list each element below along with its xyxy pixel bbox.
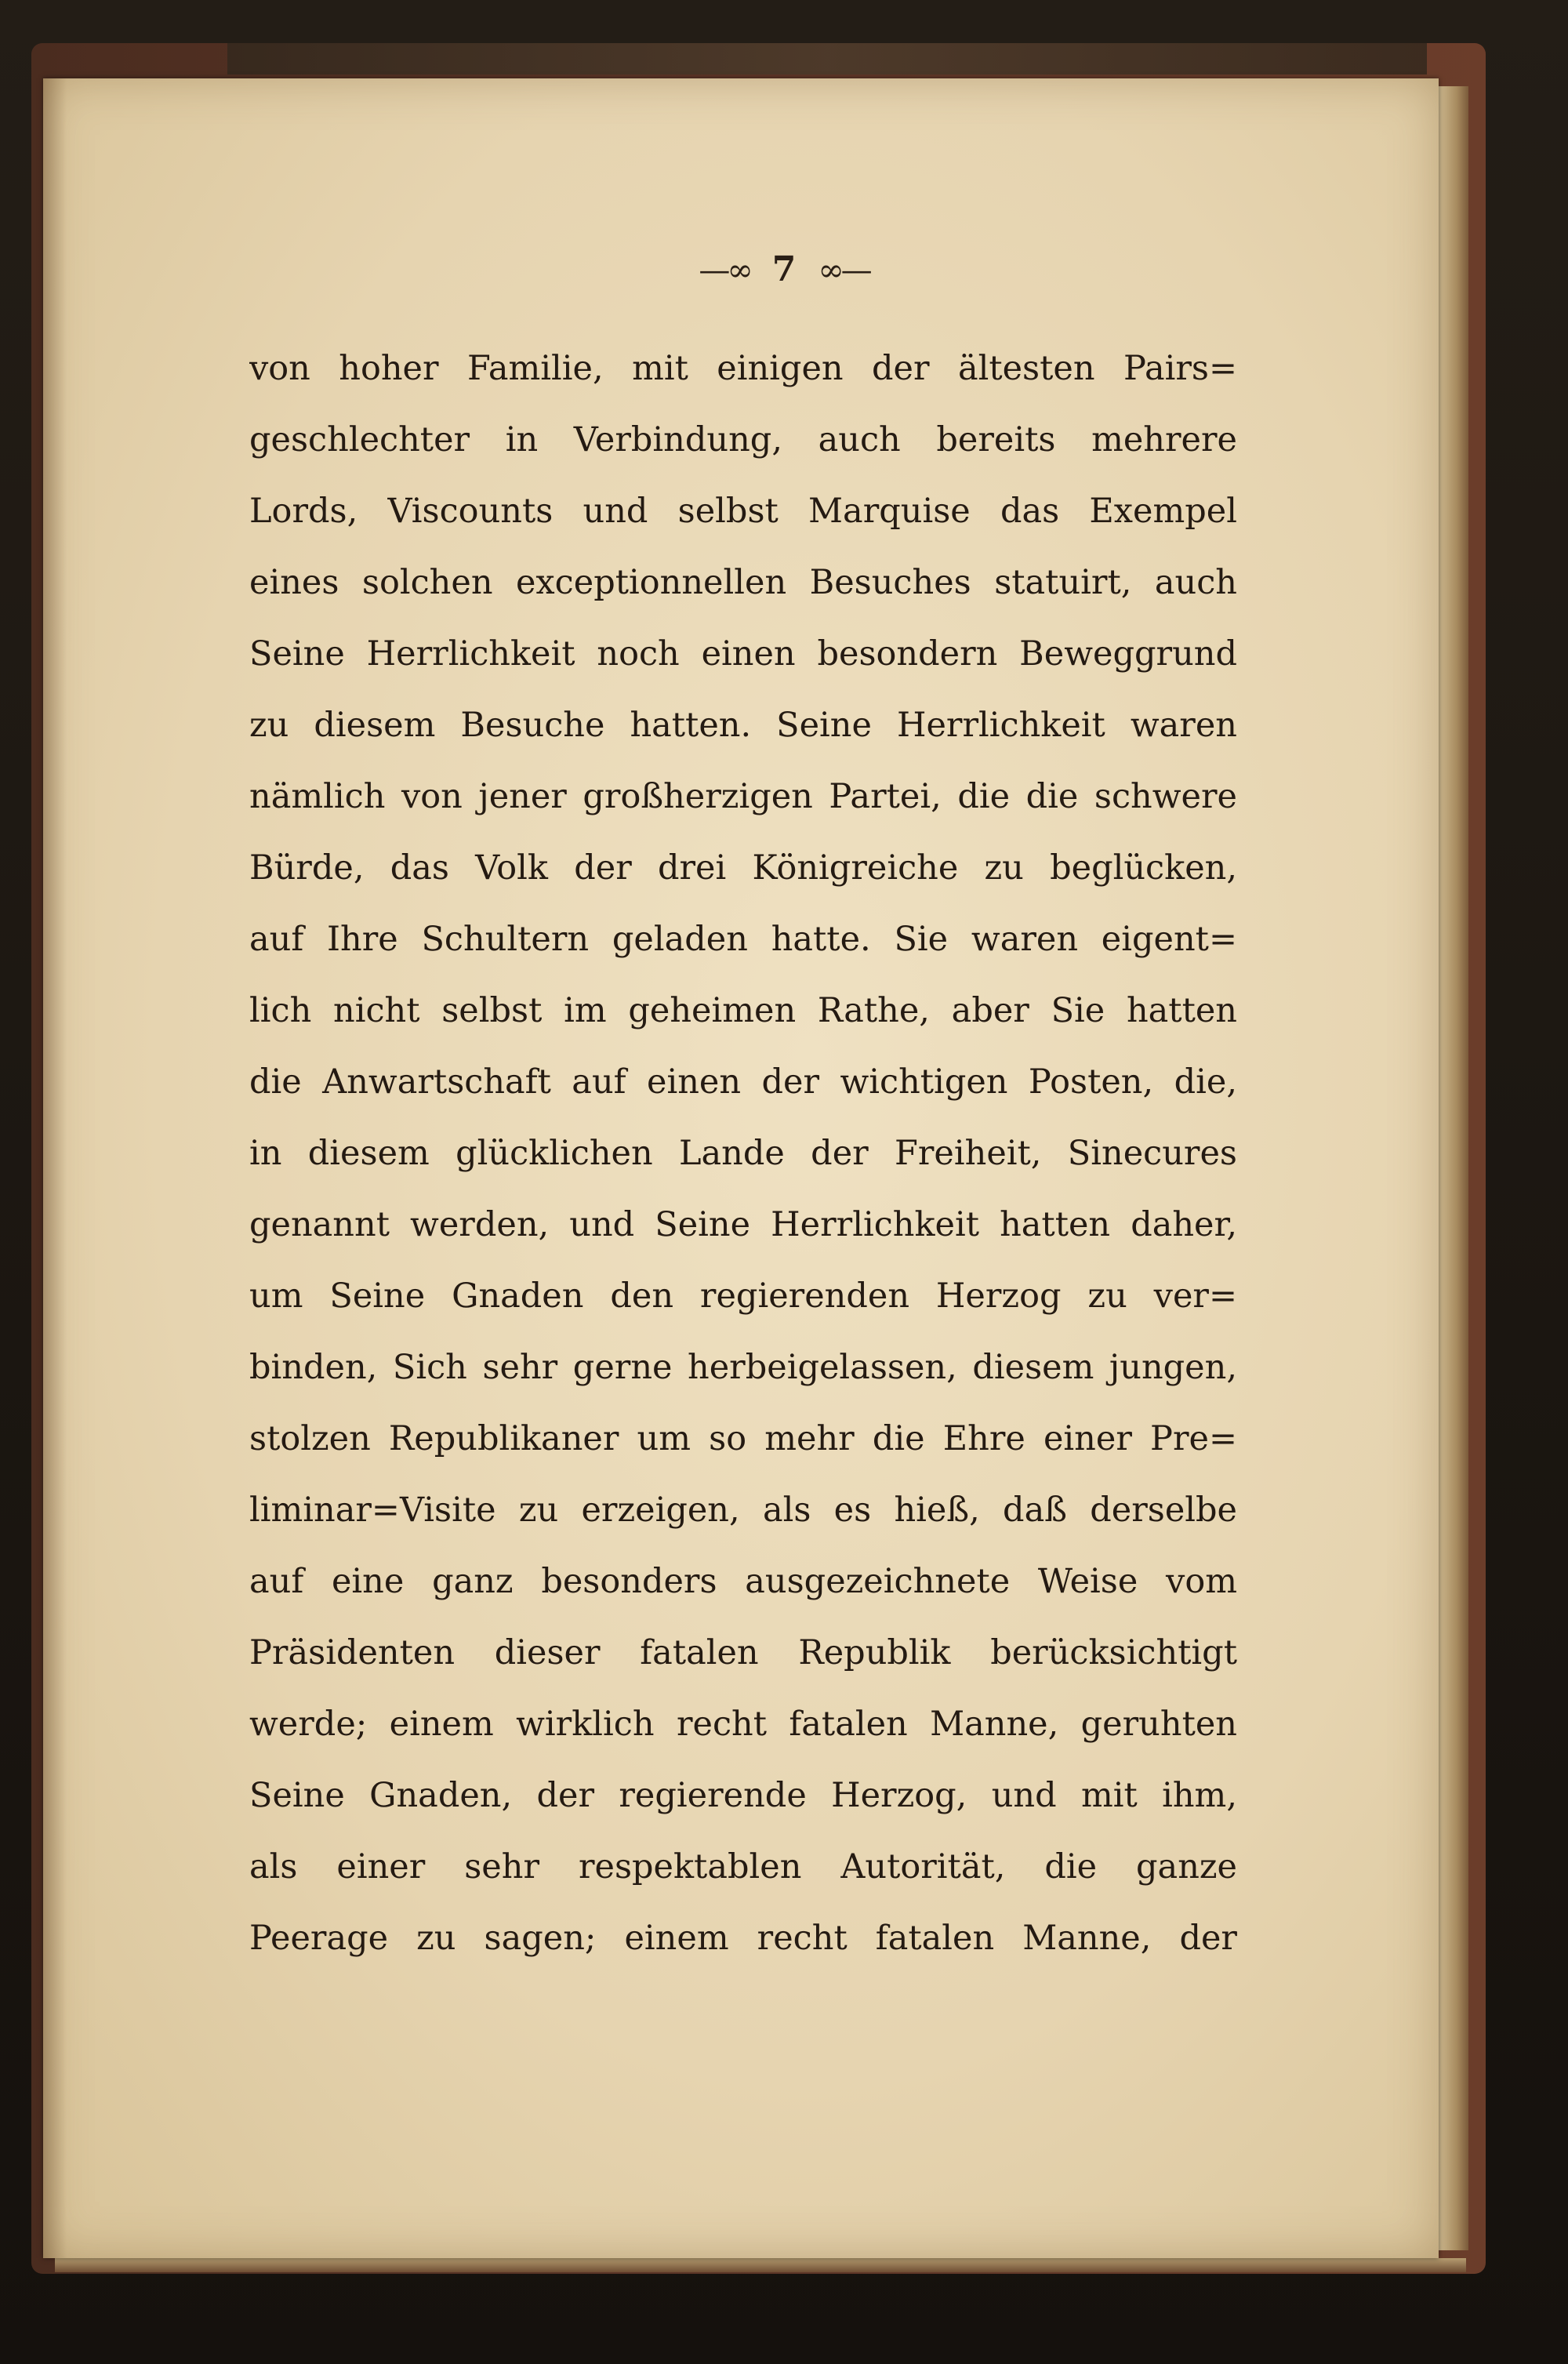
text-line: Bürde, das Volk der drei Königreiche zu beglücken,: [249, 848, 1237, 888]
text-line: werde; einem wirklich recht fatalen Manne, geruhten: [249, 1705, 1237, 1744]
text-line: Lords, Viscounts und selbst Marquise das Exempel: [249, 492, 1237, 531]
page-edge-right: [1439, 86, 1468, 2250]
text-line: Präsidenten dieser fatalen Republik berücksichtigt: [249, 1633, 1237, 1672]
text-line: Seine Herrlichkeit noch einen besondern Beweggrund: [249, 634, 1237, 674]
book-spine-edge: [227, 43, 1427, 74]
text-line: zu diesem Besuche hatten. Seine Herrlichkeit waren: [249, 706, 1237, 745]
text-line: die Anwartschaft auf einen der wichtigen Posten, die,: [249, 1062, 1237, 1102]
text-line: liminar=Visite zu erzeigen, als es hieß, daß derselbe: [249, 1491, 1237, 1530]
text-line: um Seine Gnaden den regierenden Herzog zu ver=: [249, 1276, 1237, 1316]
text-line: geschlechter in Verbindung, auch bereits mehrere: [249, 420, 1237, 459]
text-line: genannt werden, und Seine Herrlichkeit hatten daher,: [249, 1205, 1237, 1244]
text-line: stolzen Republikaner um so mehr die Ehre einer Pre=: [249, 1419, 1237, 1458]
text-line: eines solchen exceptionnellen Besuches statuirt, auch: [249, 563, 1237, 602]
text-line: Peerage zu sagen; einem recht fatalen Manne, der: [249, 1919, 1237, 1958]
text-line: von hoher Familie, mit einigen der ältesten Pairs=: [249, 349, 1237, 388]
ornament-right-icon: ∞—: [818, 252, 869, 289]
text-line: auf Ihre Schultern geladen hatte. Sie waren eigent=: [249, 920, 1237, 959]
text-line: auf eine ganz besonders ausgezeichnete Weise vom: [249, 1562, 1237, 1601]
page-header: [0, 249, 1568, 289]
page-number: 7: [771, 249, 797, 289]
ornament-left-icon: —∞: [699, 252, 750, 289]
text-line: nämlich von jener großherzigen Partei, die die schwere: [249, 777, 1237, 816]
text-line: lich nicht selbst im geheimen Rathe, aber Sie hatten: [249, 991, 1237, 1030]
body-text: [249, 333, 1237, 1974]
text-line: in diesem glücklichen Lande der Freiheit, Sinecures: [249, 1134, 1237, 1173]
gutter-shadow: [43, 78, 67, 2258]
text-line: binden, Sich sehr gerne herbeigelassen, diesem jungen,: [249, 1348, 1237, 1387]
text-line: Seine Gnaden, der regierende Herzog, und mit ihm,: [249, 1776, 1237, 1815]
page-edge-bottom: [55, 2258, 1466, 2272]
text-line: als einer sehr respektablen Autorität, die ganze: [249, 1847, 1237, 1886]
